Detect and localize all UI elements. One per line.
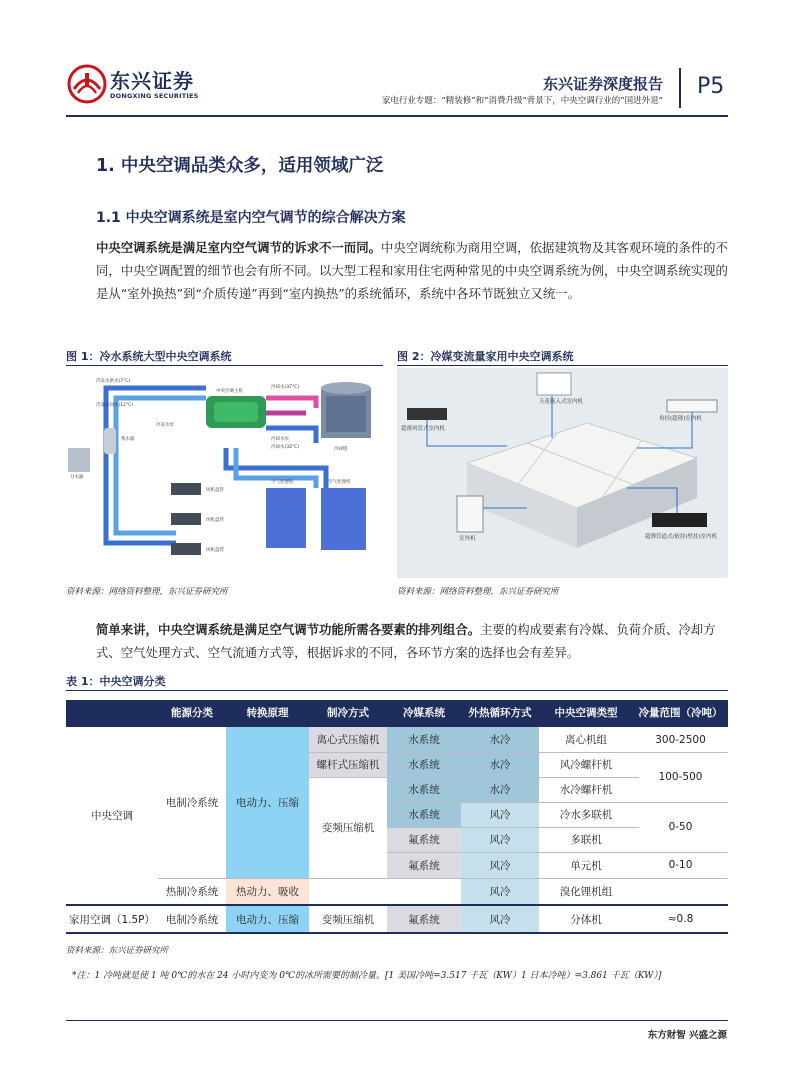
table-gridline — [387, 827, 639, 828]
figure-1-rule — [66, 365, 383, 366]
fig2-label: 超薄管道式/嵌挂(壁挂)室内机 — [645, 534, 718, 540]
type-cell: 多联机 — [570, 834, 602, 846]
paragraph-1 — [96, 236, 736, 305]
table-title-rule — [66, 690, 728, 691]
cycle-cell: 水冷 — [461, 752, 539, 777]
figure-2-rule — [397, 365, 728, 366]
fig2-label: 超薄风管式室内机 — [401, 426, 446, 432]
refrigerant-cell: 氟系统 — [387, 906, 461, 932]
fig1-label: 冷却水(32°C) — [271, 445, 300, 450]
fig1-label: 风机盘管 — [206, 518, 224, 523]
fig1-label: 冷却塔 — [334, 447, 348, 452]
table-note: *注：1 冷吨就是使 1 吨 0℃的水在 24 小时内变为 0℃的冰所需要的制冷量。[1 美国冷吨=3.517 千瓦（KW）1 日本冷吨）=3.861 千瓦（KW）] — [72, 971, 662, 981]
cooling-cell: 变频压缩机 — [321, 822, 375, 834]
cooling-cell: 变频压缩机 — [321, 913, 375, 926]
cycle-cell: 风冷 — [461, 906, 539, 932]
table-header-cell: 中央空调类型 — [554, 707, 618, 719]
paragraph-2-lead: 简单来讲，中央空调系统是满足空气调节功能所需各要素的排列组合。 — [96, 622, 481, 637]
refrigerant-cell: 水系统 — [387, 727, 461, 752]
fan-coil — [171, 543, 201, 555]
cooling-cell: 离心式压缩机 — [309, 727, 387, 752]
table-gridline — [309, 752, 728, 753]
section-heading: 1. 中央空调品类众多，适用领域广泛 — [96, 156, 384, 176]
figure-1-diagram — [66, 368, 383, 578]
figure-2-source: 资料来源：网络资料整理，东兴证券研究所 — [397, 587, 559, 597]
company-logo — [66, 63, 216, 107]
footer-rule — [66, 1020, 728, 1021]
cycle-cell: 水冷 — [461, 727, 539, 752]
fig1-label: 风机盘管 — [206, 548, 224, 553]
logo-text-cn: 东兴证券 — [110, 69, 194, 93]
cycle-cell: 水冷 — [461, 777, 539, 802]
distributor — [68, 448, 90, 472]
range-cell-empty — [633, 878, 728, 904]
principle-cell: 电动力、压缩 — [226, 727, 309, 878]
header-separator — [679, 68, 681, 108]
air-handling-unit — [266, 488, 306, 548]
logo-text-en: DONGXING SECURITIES — [110, 92, 199, 100]
table-source: 资料来源：东兴证券研究所 — [66, 946, 169, 956]
cycle-cell: 风冷 — [461, 878, 539, 904]
footer-slogan: 东方财智 兴盛之源 — [647, 1030, 727, 1041]
fig1-label: 空气处理机 — [271, 480, 294, 485]
paragraph-2 — [96, 618, 736, 664]
range-cell: 0-50 — [668, 821, 693, 833]
range-cell: 100-500 — [658, 771, 703, 783]
table-header-row — [66, 700, 728, 727]
ceiling-concealed-unit — [652, 513, 707, 527]
logo-emblem-icon — [66, 63, 108, 105]
figure-1-source: 资料来源：网络资料整理，东兴证券研究所 — [66, 587, 228, 597]
cooling-cell: 螺杆式压缩机 — [309, 752, 387, 777]
fig2-label: 天花嵌入式室内机 — [539, 399, 584, 405]
fig1-label: 冷冻水供水(7°C) — [96, 379, 131, 384]
table-gridline — [387, 802, 728, 803]
figure-1-title: 图 1：冷水系统大型中央空调系统 — [66, 350, 232, 363]
range-cell: 300-2500 — [655, 733, 706, 746]
fig1-label: 冷冻水回水(12°C) — [96, 403, 134, 408]
type-cell: 风冷螺杆机 — [559, 759, 613, 771]
fig1-label: 空气处理机 — [328, 480, 351, 485]
type-cell: 冷水多联机 — [559, 809, 613, 821]
fan-coil — [171, 483, 201, 495]
fig1-label: 中央空调主机 — [216, 389, 243, 394]
cycle-cell: 风冷 — [461, 802, 539, 827]
ceiling-cassette-unit — [537, 373, 571, 395]
table-header-cell: 转换原理 — [246, 707, 289, 719]
refrigerant-cell: 氟系统 — [387, 827, 461, 852]
outdoor-unit — [457, 496, 483, 532]
paragraph-2-body: 主要的构成要素有冷媒、负荷介质、冷却方式、空气处理方式、空气流通方式等，根据诉求的不同，各环节方案的选择也会有差异。 — [96, 622, 716, 660]
fig1-label: 风机盘管 — [206, 488, 224, 493]
range-cell: 0-10 — [668, 859, 693, 871]
type-cell: 溴化锂机组 — [559, 885, 613, 898]
fig1-label: 冷却水泵 — [271, 437, 289, 442]
table-header-cell: 冷量范围（冷吨） — [638, 707, 723, 719]
type-cell: 单元机 — [570, 859, 602, 872]
page-header — [0, 0, 793, 125]
energy-cell: 热制冷系统 — [165, 885, 219, 898]
refrigerant-cell: 氟系统 — [387, 852, 461, 878]
table-gridline — [387, 852, 728, 853]
fan-coil — [171, 513, 201, 525]
category-cell: 家用空调（1.5P） — [68, 913, 156, 926]
header-rule — [66, 115, 728, 117]
table-title: 表 1：中央空调分类 — [66, 675, 166, 688]
energy-cell: 电制冷系统 — [165, 797, 219, 809]
type-cell: 水冷螺杆机 — [559, 784, 613, 796]
table-gridline — [158, 878, 728, 879]
fig1-label: 分水器 — [70, 475, 84, 480]
cycle-cell: 风冷 — [461, 827, 539, 852]
report-subtitle: 家电行业专题：“精装修”和“消费升级”背景下，中央空调行业的“国进外退” — [381, 96, 663, 106]
table-bottom-rule — [66, 932, 728, 934]
paragraph-1-lead: 中央空调系统是满足室内空气调节的诉求不一而同。 — [96, 240, 381, 255]
category-cell: 中央空调 — [91, 810, 133, 822]
range-cell: ≈0.8 — [667, 913, 694, 925]
table-header-cell: 制冷方式 — [327, 707, 369, 719]
refrigerant-cell: 水系统 — [387, 802, 461, 827]
table-header-cell: 外热循环方式 — [468, 707, 532, 719]
refrigerant-cell-empty — [387, 878, 461, 904]
table-gridline — [309, 777, 639, 778]
air-handling-unit — [321, 488, 366, 550]
principle-cell: 电动力、压缩 — [226, 906, 309, 932]
figure-2-diagram — [397, 368, 728, 578]
report-title: 东兴证券深度报告 — [542, 75, 663, 93]
fig1-label: 冷冻水泵 — [156, 423, 174, 428]
paragraph-1-body: 中央空调统称为商用空调，依据建筑物及其客观环境的条件的不同，中央空调配置的细节也会有所不同。以大型工程和家用住宅两种常见的中央空调系统为例，中央空调系统实现的是从“室外换热”到“介质传递”再到“室内换热”的系统循环，系统中各环节既独立又统一。 — [96, 240, 728, 301]
table-header-cell: 能源分类 — [171, 707, 213, 719]
cooling-cell-empty — [309, 878, 387, 904]
wall-unit — [667, 400, 717, 412]
cycle-cell: 风冷 — [461, 852, 539, 878]
fig2-label: 室外机 — [459, 536, 476, 542]
principle-cell: 热动力、吸收 — [226, 878, 309, 904]
figure-2-title: 图 2：冷媒变流量家用中央空调系统 — [397, 350, 574, 363]
type-cell: 离心机组 — [565, 734, 607, 746]
fig1-label: 集水器 — [121, 437, 135, 442]
type-cell: 分体机 — [570, 913, 602, 926]
duct-unit — [407, 408, 447, 420]
table-header-cell: 冷媒系统 — [403, 707, 445, 719]
refrigerant-cell: 水系统 — [387, 752, 461, 777]
energy-cell: 电制冷系统 — [165, 913, 219, 926]
subsection-heading: 1.1 中央空调系统是室内空气调节的综合解决方案 — [96, 210, 406, 226]
fig1-label: 冷却水(37°C) — [271, 385, 300, 390]
refrigerant-cell: 水系统 — [387, 777, 461, 802]
page-number: P5 — [697, 74, 725, 99]
fig2-label: 角挂(超薄)室内机 — [659, 416, 702, 422]
